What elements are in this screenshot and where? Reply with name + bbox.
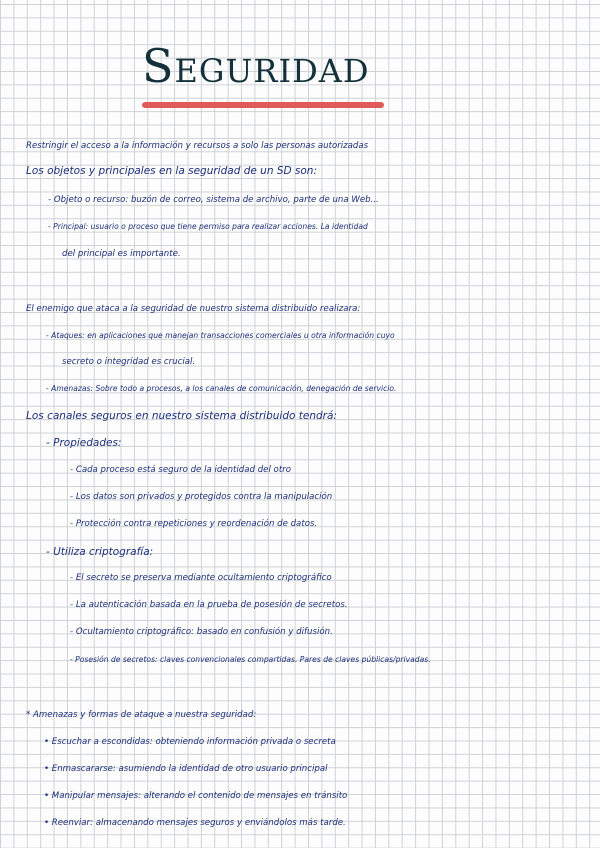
note-line: Los canales seguros en nuestro sistema distribuido tendrá:: [26, 410, 337, 422]
note-line: - Utiliza criptografía:: [46, 546, 154, 558]
note-line: del principal es importante.: [62, 249, 181, 259]
note-line: - Principal: usuario o proceso que tiene permiso para realizar acciones. La identidad: [48, 222, 368, 231]
title-block: [142, 36, 392, 112]
note-line: - Protección contra repeticiones y reordenación de datos.: [70, 519, 318, 529]
note-line: - Propiedades:: [46, 437, 122, 449]
note-line: - Posesión de secretos: claves convencionales compartidas. Pares de claves públicas/privadas.: [70, 655, 431, 664]
note-line: • Reenviar: almacenando mensajes seguros y enviándolos más tarde.: [44, 818, 346, 828]
note-line: - Los datos son privados y protegidos contra la manipulación: [70, 492, 333, 502]
note-line: - Ocultamiento criptográfico: basado en confusión y difusión.: [70, 627, 333, 637]
note-line: - La autenticación basada en la prueba de posesión de secretos.: [70, 600, 348, 610]
page-title: Seguridad: [142, 39, 370, 93]
note-line: Los objetos y principales en la seguridad de un SD son:: [26, 165, 317, 177]
note-line: El enemigo que ataca a la seguridad de nuestro sistema distribuido realizara:: [26, 304, 361, 314]
note-line: • Enmascararse: asumiendo la identidad de otro usuario principal: [44, 764, 328, 774]
note-line: • Manipular mensajes: alterando el contenido de mensajes en tránsito: [44, 791, 348, 801]
note-line: - Amenazas: Sobre todo a procesos, a los canales de comunicación, denegación de servicio.: [46, 384, 397, 393]
note-line: - Cada proceso está seguro de la identidad del otro: [70, 465, 291, 475]
note-line: - Ataques: en aplicaciones que manejan transacciones comerciales u otra información cuyo: [46, 331, 395, 340]
note-line: - El secreto se preserva mediante ocultamiento criptográfico: [70, 573, 332, 583]
note-line: Restringir el acceso a la información y recursos a solo las personas autorizadas: [26, 141, 369, 151]
title-underline: [142, 102, 384, 108]
note-line: secreto o integridad es crucial.: [62, 357, 196, 367]
note-line: • Escuchar a escondidas: obteniendo información privada o secreta: [44, 737, 336, 747]
note-line: * Amenazas y formas de ataque a nuestra seguridad:: [26, 710, 257, 720]
note-line: - Objeto o recurso: buzón de correo, sistema de archivo, parte de una Web...: [48, 195, 379, 205]
